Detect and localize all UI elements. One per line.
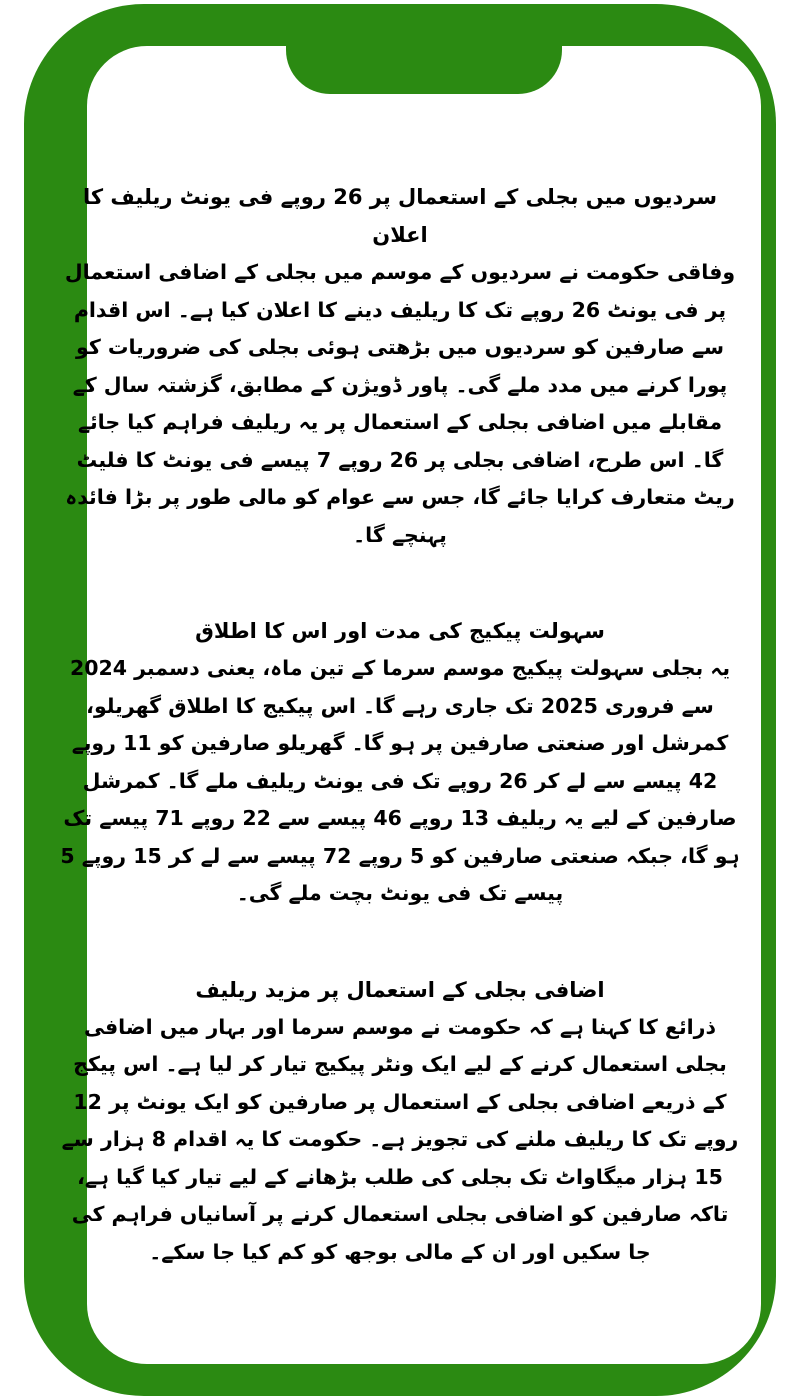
article-content	[60, 178, 740, 1329]
section-body: وفاقی حکومت نے سردیوں کے موسم میں بجلی کے اضافی استعمال پر فی یونٹ 26 روپے تک کا ریلیف دینے کا اعلان کیا ہے۔ اس اقدام سے صارفین کو سردیوں میں بڑھتی ہوئی بجلی کی ضروریات کو پورا کرنے میں مدد ملے گی۔ پاور ڈویژن کے مطابق، گزشتہ سال کے مقابلے میں اضافی بجلی کے استعمال پر یہ ریلیف فراہم کیا جائے گا۔ اس طرح، اضافی بجلی پر 26 روپے 7 پیسے فی یونٹ کا فلیٹ ریٹ متعارف کرایا جائے گا، جس سے عوام کو مالی طور پر بڑا فائدہ پہنچے گا۔	[64, 260, 736, 547]
section-additional-relief	[60, 971, 740, 1272]
section-relief-announcement	[60, 178, 740, 554]
section-body: ذرائع کا کہنا ہے کہ حکومت نے موسم سرما اور بہار میں اضافی بجلی استعمال کرنے کے لیے ایک ونٹر پیکیج تیار کر لیا ہے۔ اس پیکج کے ذریعے اضافی بجلی کے استعمال پر صارفین کو ایک یونٹ پر 12 روپے تک کا ریلیف ملنے کی تجویز ہے۔ حکومت کا یہ اقدام 8 ہزار سے 15 ہزار میگاواٹ تک بجلی کی طلب بڑھانے کے لیے تیار کیا گیا ہے، تاکہ صارفین کو اضافی بجلی استعمال کرنے پر آسانیاں فراہم کی جا سکیں اور ان کے مالی بوجھ کو کم کیا جا سکے۔	[61, 1014, 739, 1264]
section-heading: سردیوں میں بجلی کے استعمال پر 26 روپے فی یونٹ ریلیف کا اعلان	[82, 185, 718, 247]
phone-notch	[286, 8, 562, 94]
section-body: یہ بجلی سہولت پیکیج موسم سرما کے تین ماہ، یعنی دسمبر 2024 سے فروری 2025 تک جاری رہے گا۔ اس پیکیج کا اطلاق گھریلو، کمرشل اور صنعتی صارفین پر ہو گا۔ گھریلو صارفین کو 11 روپے 42 پیسے سے لے کر 26 روپے تک فی یونٹ ریلیف ملے گا۔ کمرشل صارفین کے لیے یہ ریلیف 13 روپے 46 پیسے سے 22 روپے 71 پیسے تک ہو گا، جبکہ صنعتی صارفین کو 5 روپے 72 پیسے سے لے کر 15 روپے 5 پیسے تک فی یونٹ بچت ملے گی۔	[60, 656, 740, 905]
section-heading: اضافی بجلی کے استعمال پر مزید ریلیف	[195, 977, 605, 1002]
section-heading: سہولت پیکیج کی مدت اور اس کا اطلاق	[195, 619, 605, 643]
section-package-duration	[60, 612, 740, 913]
